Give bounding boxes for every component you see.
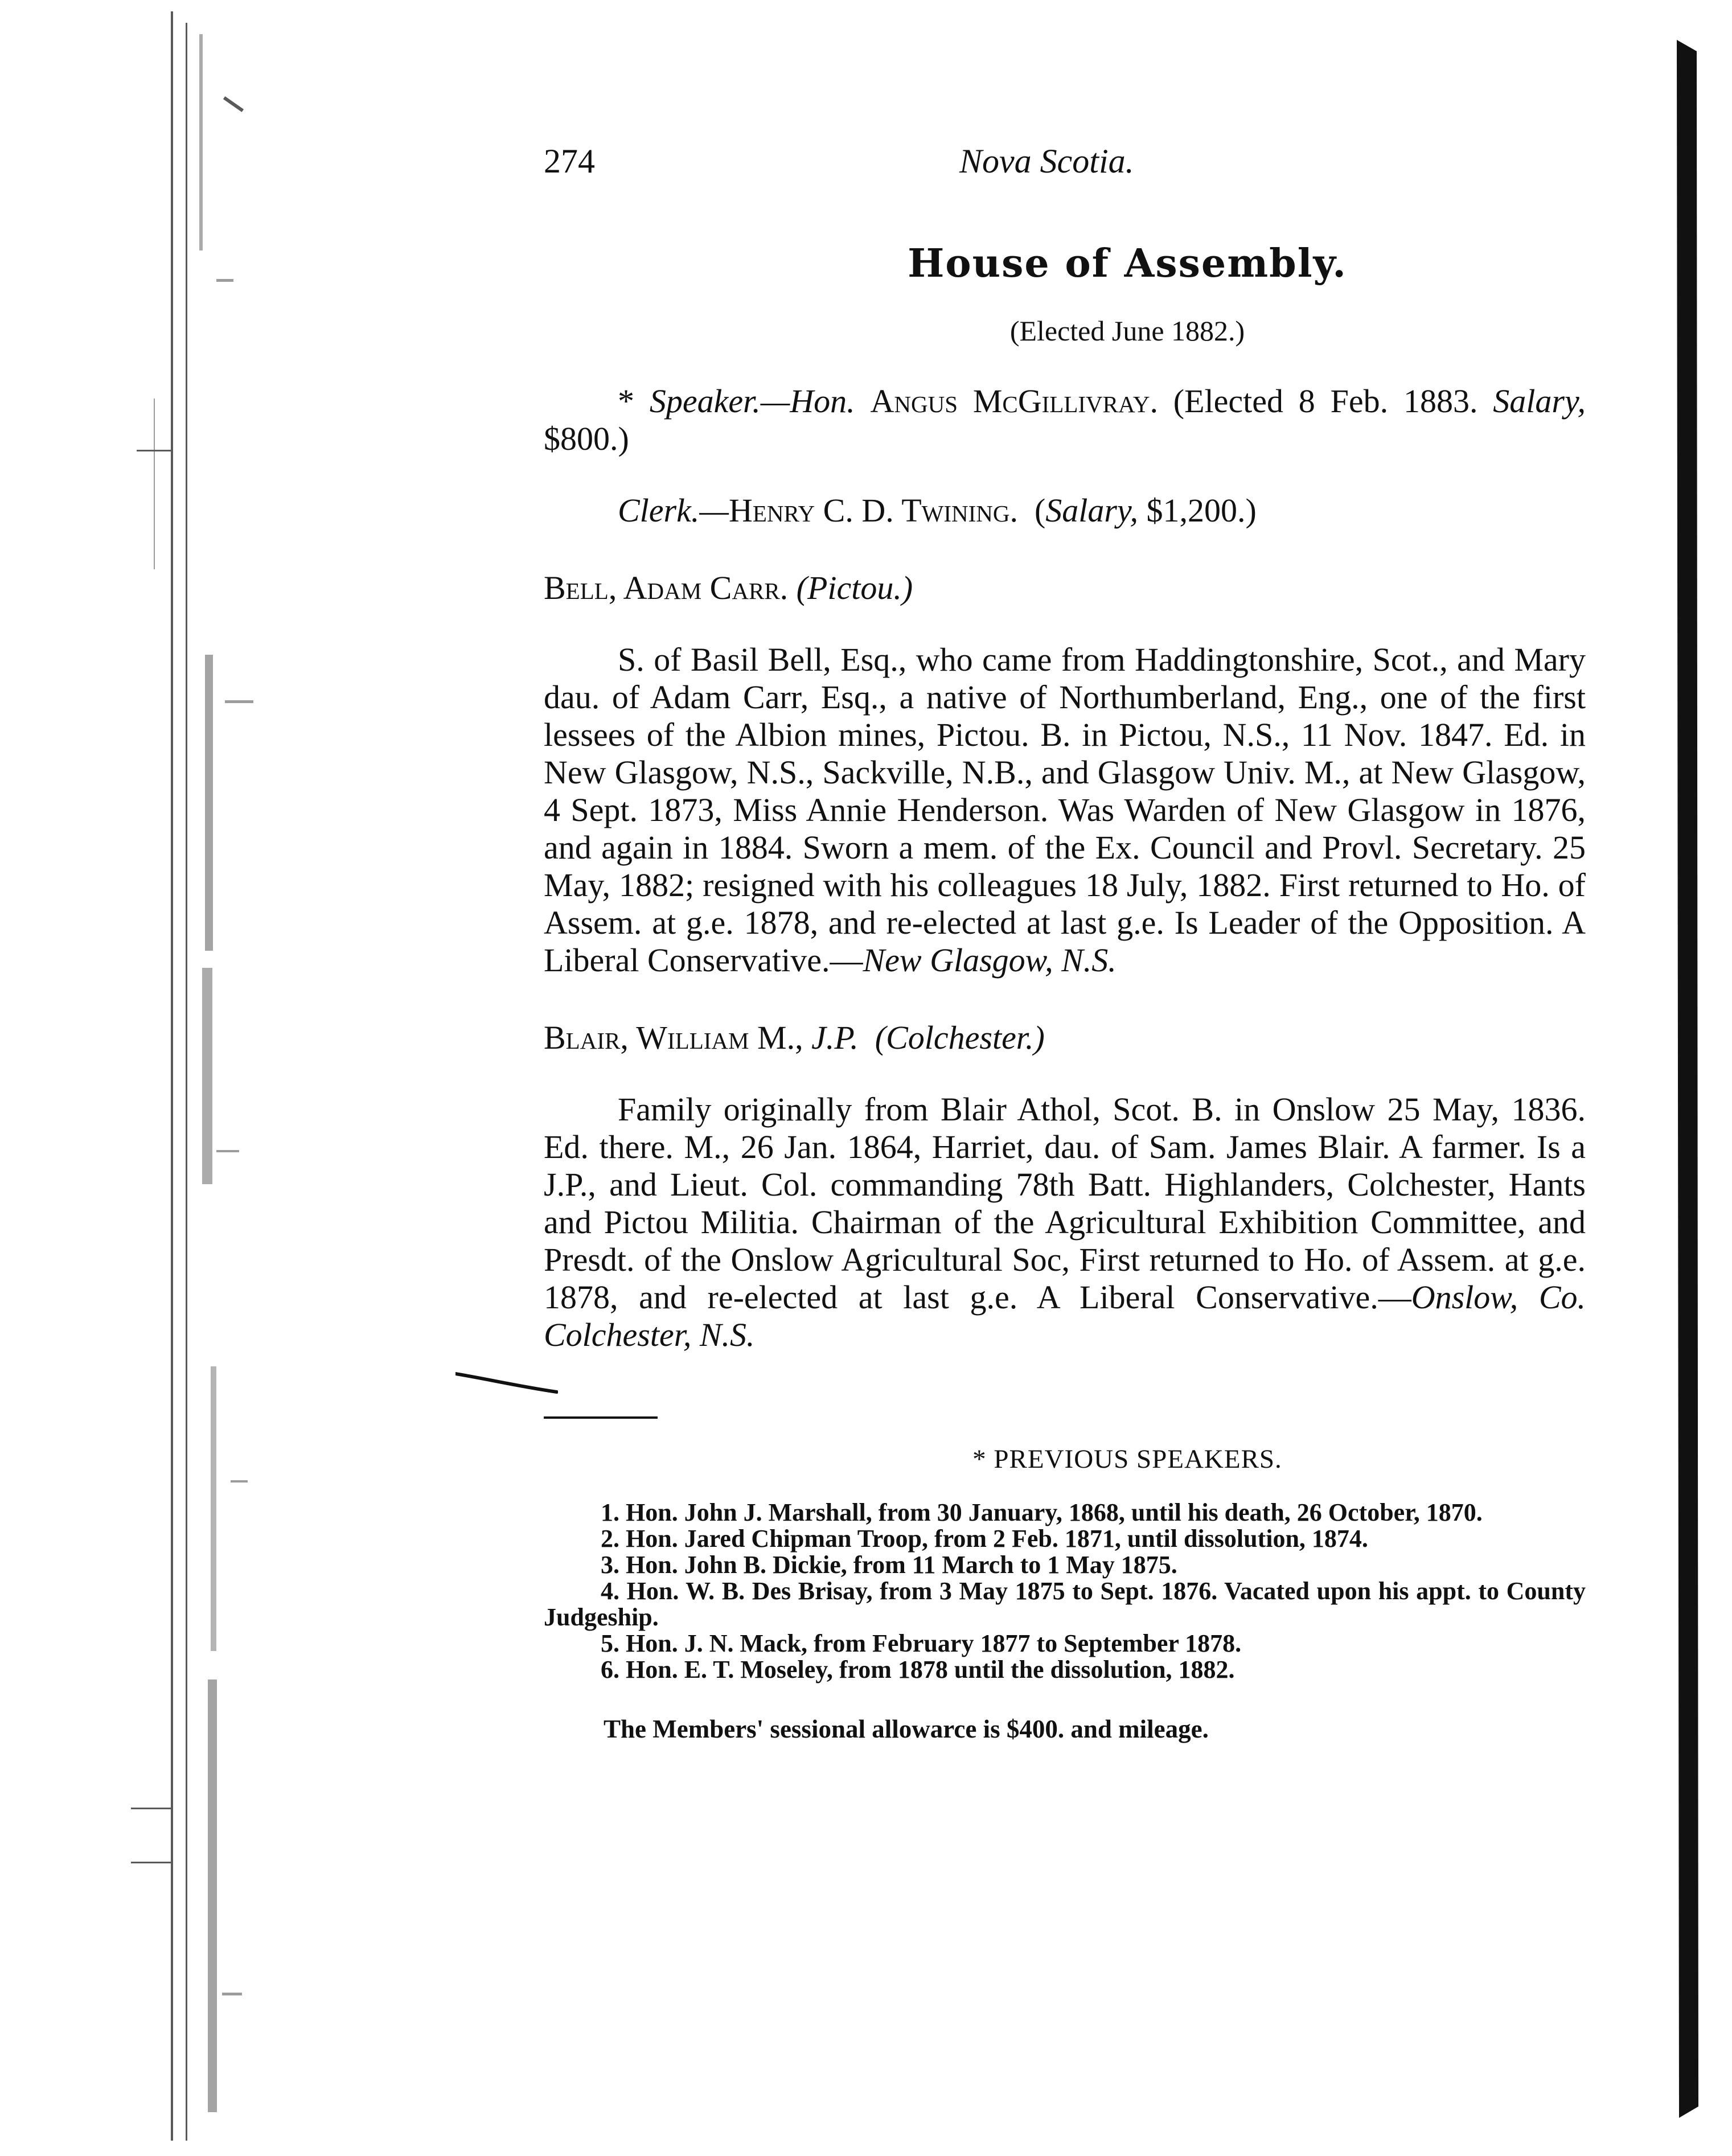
elected-note: (Elected June 1882.): [1009, 315, 1245, 347]
member-address: New Glasgow, N.S.: [863, 942, 1117, 979]
list-item: 3. Hon. John B. Dickie, from 11 March to 1 May 1875.: [601, 1551, 1177, 1579]
scan-edge-bar-right: [1671, 40, 1702, 2118]
previous-speakers-title: * PREVIOUS SPEAKERS.: [972, 1444, 1282, 1474]
speaker-salary-value: $800.): [544, 420, 629, 457]
speaker-role: Speaker.—Hon.: [649, 383, 855, 420]
clerk-entry: [544, 492, 1586, 529]
member-bio-text: Family originally from Blair Athol, Scot. B. in Onslow 25 May, 1836. Ed. there. M., 26 Jan. 1864, Harriet, dau. of Sam. James Blair. A farmer. Is a J.P., and Lieut. Col. commanding 78th Batt. Highlanders, Colchester, Hants and Pictou Militia. Chairman of the Agricultural Exhibition Committee, and Presdt. of the Onslow Agricultural Soc, First returned to Ho. of Assem. at g.e. 1878, and re-elected at last g.e. A Liberal Conservative.—: [544, 1091, 1586, 1316]
allowance-note: The Members' sessional allowarce is $400. and mileage.: [604, 1715, 1209, 1743]
list-item: 4. Hon. W. B. Des Brisay, from 3 May 1875 to Sept. 1876. Vacated upon his appt. to County Judgeship.: [544, 1577, 1586, 1631]
clerk-paren-open: (: [1034, 492, 1046, 529]
member-constituency: (Pictou.): [796, 569, 913, 606]
page-content: [544, 142, 1586, 1748]
clerk-salary-value: $1,200.): [1146, 492, 1257, 529]
section-title: House of Assembly.: [908, 241, 1347, 286]
member-constituency: (Colchester.): [875, 1019, 1045, 1056]
list-item: 1. Hon. John J. Marshall, from 30 January, 1868, until his death, 26 October, 1870.: [601, 1498, 1483, 1526]
speaker-entry: [544, 383, 1586, 458]
previous-speakers-list: [544, 1500, 1586, 1683]
member-bio-text: S. of Basil Bell, Esq., who came from Haddingtonshire, Scot., and Mary dau. of Adam Carr, Esq., a native of Northumberland, Eng., one of the first lessees of the Albion mines, Pictou. B. in Pictou, N.S., 11 Nov. 1847. Ed. in New Glasgow, N.S., Sackville, N.B., and Glasgow Univ. M., at New Glasgow, 4 Sept. 1873, Miss Annie Henderson. Was Warden of New Glasgow in 1876, and again in 1884. Sworn a mem. of the Ex. Council and Provl. Secretary. 25 May, 1882; resigned with his colleagues 18 July, 1882. First returned to Ho. of Assem. at g.e. 1878, and re-elected at last g.e. Is Leader of the Opposition. A Liberal Conservative.—: [544, 641, 1586, 979]
member-name: Bell, Adam Carr.: [544, 569, 789, 606]
member-title: J.P.: [811, 1019, 859, 1056]
list-item: 2. Hon. Jared Chipman Troop, from 2 Feb. 1871, until dissolution, 1874.: [601, 1525, 1368, 1553]
member-bio-blair: [544, 1091, 1586, 1354]
running-head: [544, 142, 1586, 194]
scan-edge-noise-left: [131, 0, 279, 2156]
speaker-name: Angus McGillivray.: [870, 383, 1158, 420]
page-number: 274: [544, 142, 595, 180]
member-address: Onslow, Co. Colchester, N.S.: [544, 1279, 1586, 1353]
running-head-region: Nova Scotia.: [959, 142, 1134, 180]
member-bio-bell: [544, 641, 1586, 979]
member-name: Blair, William M.,: [544, 1019, 803, 1056]
clerk-role: Clerk.—: [618, 492, 729, 529]
member-heading-bell: [544, 569, 1586, 607]
list-item: 6. Hon. E. T. Moseley, from 1878 until the dissolution, 1882.: [601, 1656, 1235, 1683]
speaker-asterisk: *: [618, 383, 650, 420]
speaker-note: (Elected 8 Feb. 1883.: [1173, 383, 1478, 420]
footnote-rule: [544, 1416, 658, 1419]
clerk-salary-label: Salary,: [1045, 492, 1139, 529]
clerk-name: Henry C. D. Twining.: [728, 492, 1018, 529]
list-item: 5. Hon. J. N. Mack, from February 1877 to September 1878.: [601, 1629, 1242, 1657]
pencil-margin-mark: [455, 1369, 558, 1403]
member-heading-blair: [544, 1019, 1586, 1057]
speaker-salary-label: Salary,: [1493, 383, 1586, 420]
